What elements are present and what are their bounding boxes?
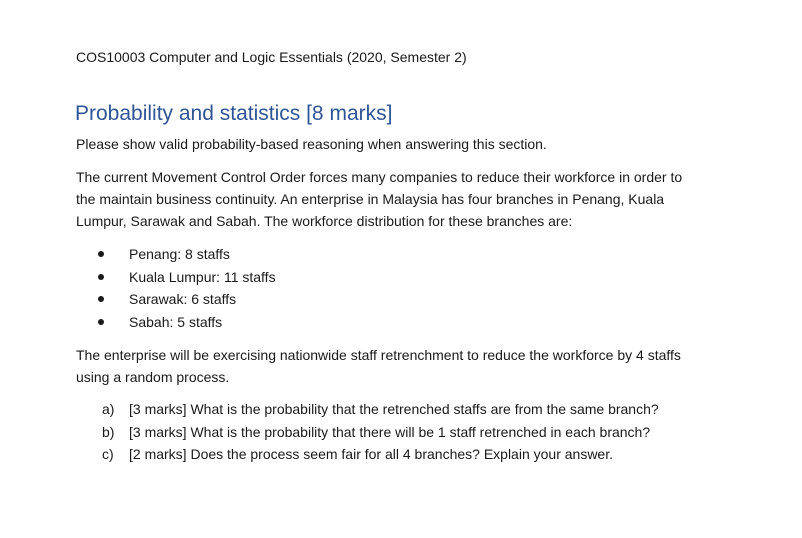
branch-label: Sabah: 5 staffs xyxy=(129,313,223,330)
branch-label: Sarawak: 6 staffs xyxy=(129,291,237,307)
intro-line: the maintain business continuity. An enterprise in Malaysia has four branches in Penang, Kuala xyxy=(76,191,665,207)
retrenchment-line: The enterprise will be exercising nationwide staff retrenchment to reduce the workforce by 4 staffs xyxy=(76,347,681,363)
question-text: [2 marks] Does the process seem fair for all 4 branches? Explain your answer. xyxy=(129,446,613,462)
retrenchment-paragraph xyxy=(76,344,756,388)
retrenchment-line: using a random process. xyxy=(76,369,230,385)
bullet-icon xyxy=(98,296,104,302)
question-marker: c) xyxy=(102,446,114,462)
intro-line: The current Movement Control Order forces many companies to reduce their workforce in order to xyxy=(76,169,683,185)
intro-paragraph xyxy=(76,166,746,232)
bullet-icon xyxy=(98,251,104,257)
question-text: [3 marks] What is the probability that the retrenched staffs are from the same branch? xyxy=(129,401,659,417)
bullet-icon xyxy=(98,274,104,280)
section-title: Probability and statistics [8 marks] xyxy=(75,102,393,125)
document-header: COS10003 Computer and Logic Essentials (2020, Semester 2) xyxy=(76,49,467,65)
intro-line: Lumpur, Sarawak and Sabah. The workforce distribution for these branches are: xyxy=(76,213,573,229)
question-marker: b) xyxy=(102,423,115,440)
branch-label: Kuala Lumpur: 11 staffs xyxy=(129,268,276,285)
branch-label: Penang: 8 staffs xyxy=(129,246,230,262)
question-marker: a) xyxy=(102,401,115,417)
instruction-text: Please show valid probability-based reasoning when answering this section. xyxy=(76,136,547,152)
bullet-icon xyxy=(98,319,104,325)
question-text: [3 marks] What is the probability that there will be 1 staff retrenched in each branch? xyxy=(129,423,651,440)
